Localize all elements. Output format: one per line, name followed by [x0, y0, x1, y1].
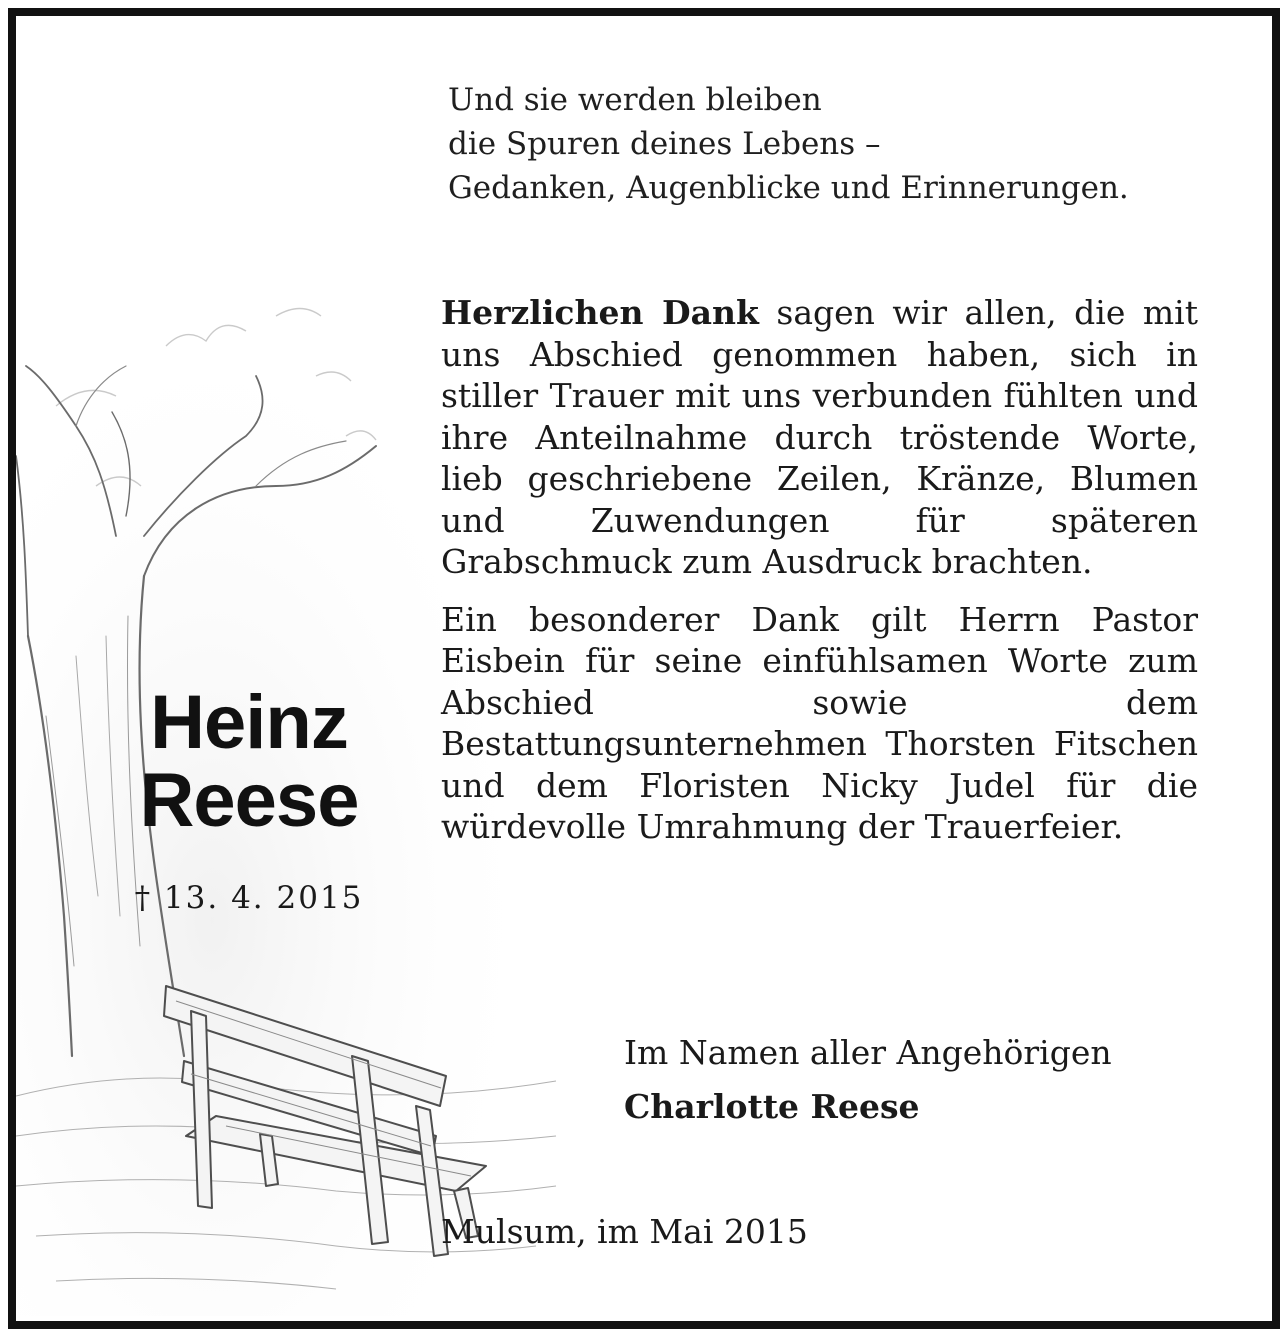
thanks-lead: Herzlichen Dank	[441, 293, 759, 332]
motto-line: Gedanken, Augenblicke und Erinnerungen.	[448, 170, 1129, 206]
signature-block	[624, 1026, 1224, 1134]
deceased-last-name: Reese	[139, 758, 359, 843]
motto-verse	[448, 78, 1248, 210]
thanks-paragraph-1	[441, 292, 1198, 583]
death-date: † 13. 4. 2015	[134, 880, 364, 916]
thanks-text	[441, 292, 1198, 848]
deceased-first-name: Heinz	[150, 680, 348, 765]
place-and-date: Mulsum, im Mai 2015	[441, 1212, 808, 1251]
signature-intro: Im Namen aller Angehörigen	[624, 1033, 1112, 1072]
deceased-block	[104, 680, 394, 916]
thanks-paragraph-1-text: sagen wir allen, die mit uns Abschied genommen haben, sich in stiller Trauer mit uns verbunden fühlten und ihre Anteilnahme durch tröstende Worte, lieb geschriebene Zeilen, Kränze, Blumen und Zuwendungen für späteren Grabschmuck zum Ausdruck brachten.	[441, 293, 1198, 581]
motto-line: Und sie werden bleiben	[448, 82, 822, 118]
motto-line: die Spuren deines Lebens –	[448, 126, 881, 162]
obituary-notice	[8, 8, 1280, 1329]
signer-name: Charlotte Reese	[624, 1087, 920, 1126]
thanks-paragraph-2: Ein besonderer Dank gilt Herrn Pastor Eisbein für seine einfühlsamen Worte zum Abschied sowie dem Bestattungsunternehmen Thorsten Fitschen und dem Floristen Nicky Judel für die würdevolle Umrahmung der Trauerfeier.	[441, 599, 1198, 846]
